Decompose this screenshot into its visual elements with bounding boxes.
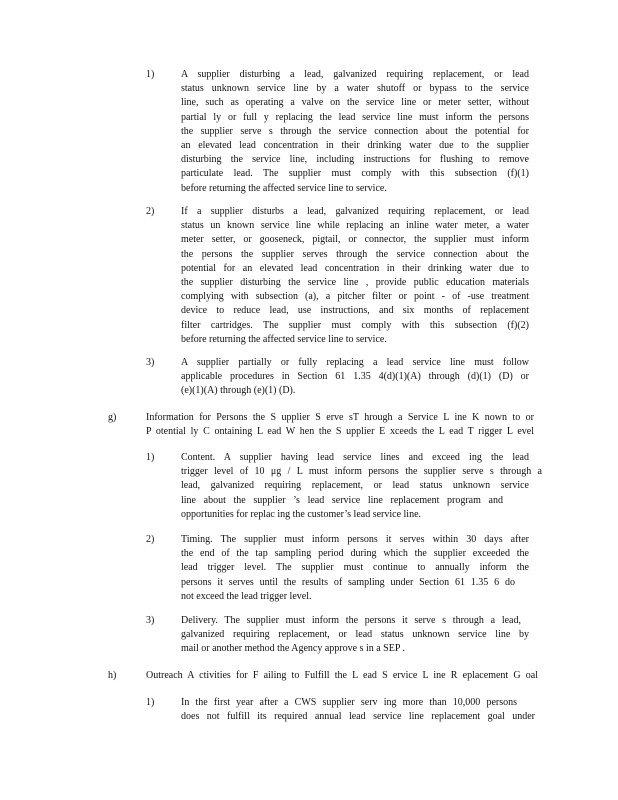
text-line: disturbing the service line, including instructions for flushing to remove	[181, 154, 529, 166]
paragraph-f2	[181, 205, 529, 347]
text-line: galvanized requiring replacement, or lead status unknown service line by	[181, 629, 529, 641]
text-line: the supplier disturbing the service line , provide public education materials	[181, 277, 529, 289]
item-label: 1)	[146, 452, 155, 463]
text-line: lead trigger level. The supplier must continue to annually inform the	[181, 562, 529, 574]
paragraph-f3	[181, 356, 529, 399]
text-line: partial ly or full y replacing the lead service line must inform the persons	[181, 111, 529, 123]
text-line: meter setter, or gooseneck, pigtail, or connector, the supplier must inform	[181, 234, 529, 246]
text-line: applicable procedures in Section 61 1.35 4(d)(1)(A) through (d)(1) (D) or	[181, 371, 529, 383]
text-line: opportunities for replac ing the customer’s lead service line.	[181, 508, 422, 520]
text-line: Delivery. The supplier must inform the persons it serve s through a lead,	[181, 615, 521, 626]
text-line: the end of the tap sampling period during which the supplier exceeded the	[181, 548, 529, 560]
text-line: Timing. The supplier must inform persons it serves within 30 days after	[181, 534, 529, 545]
text-line: the supplier serve s through the service connection about the potential for	[181, 125, 529, 137]
section-label: g)	[108, 412, 117, 423]
paragraph-f1	[181, 68, 529, 196]
text-line: not exceed the lead trigger level.	[181, 590, 312, 602]
text-line: In the first year after a CWS supplier serv ing more than 10,000 persons	[181, 697, 517, 708]
text-line: trigger level of 10 μg / L must inform persons the supplier serve s through a	[181, 466, 542, 478]
item-label: 2)	[146, 534, 155, 545]
section-g-heading	[146, 411, 534, 439]
text-line: an elevated lead concentration in their drinking water due to the supplier	[181, 140, 529, 152]
item-label: 3)	[146, 357, 155, 368]
heading-line: Outreach A ctivities for F ailing to Fulfill the L ead S ervice L ine R eplacement G oal	[146, 670, 538, 681]
text-line: A supplier partially or fully replacing a lead service line must follow	[181, 357, 529, 368]
item-label: 2)	[146, 206, 155, 217]
text-line: before returning the affected service line to service.	[181, 182, 387, 194]
text-line: lead, galvanized requiring replacement, or lead status unknown service	[181, 480, 529, 492]
text-line: persons it serves until the results of sampling under Section 61 1.35 6 do	[181, 576, 515, 588]
text-line: complying with subsection (a), a pitcher filter or point - of -use treatment	[181, 291, 529, 303]
text-line: particulate lead. The supplier must comply with this subsection (f)(1)	[181, 168, 529, 180]
paragraph-g2	[181, 533, 529, 604]
text-line: Content. A supplier having lead service lines and exceed ing the lead	[181, 452, 529, 463]
item-label: 1)	[146, 69, 155, 80]
text-line: (e)(1)(A) through (e)(1) (D).	[181, 385, 296, 397]
paragraph-g1	[181, 451, 542, 522]
item-label: 3)	[146, 615, 155, 626]
section-label: h)	[108, 670, 117, 681]
text-line: status unknown service line by a water shutoff or bypass to the service	[181, 83, 529, 95]
paragraph-g3	[181, 614, 529, 657]
text-line: A supplier disturbing a lead, galvanized requiring replacement, or lead	[181, 69, 529, 80]
text-line: potential for an elevated lead concentration in their drinking water due to	[181, 262, 529, 274]
text-line: If a supplier disturbs a lead, galvanized requiring replacement, or lead	[181, 206, 529, 217]
text-line: before returning the affected service line to service.	[181, 333, 387, 345]
text-line: status un known service line while replacing an inline water meter, a water	[181, 220, 529, 232]
section-h-heading	[146, 669, 538, 683]
heading-line: P otential ly C ontaining L ead W hen the S upplier E xceeds the L ead T rigger L evel	[146, 426, 534, 438]
text-line: device to reduce lead, use instructions, and six months of replacement	[181, 305, 529, 317]
text-line: does not fulfill its required annual lead service line replacement goal under	[181, 711, 535, 723]
text-line: mail or another method the Agency approve s in a SEP .	[181, 643, 406, 655]
item-label: 1)	[146, 697, 155, 708]
heading-line: Information for Persons the S upplier S erve sT hrough a Service L ine K nown to or	[146, 412, 534, 423]
text-line: line about the supplier ’s lead service line replacement program and	[181, 494, 503, 506]
paragraph-h1	[181, 696, 535, 724]
text-line: line, such as operating a valve on the service line or meter setter, without	[181, 97, 529, 109]
text-line: the persons the supplier serves through the service connection about the	[181, 248, 529, 260]
text-line: filter cartridges. The supplier must comply with this subsection (f)(2)	[181, 319, 529, 331]
